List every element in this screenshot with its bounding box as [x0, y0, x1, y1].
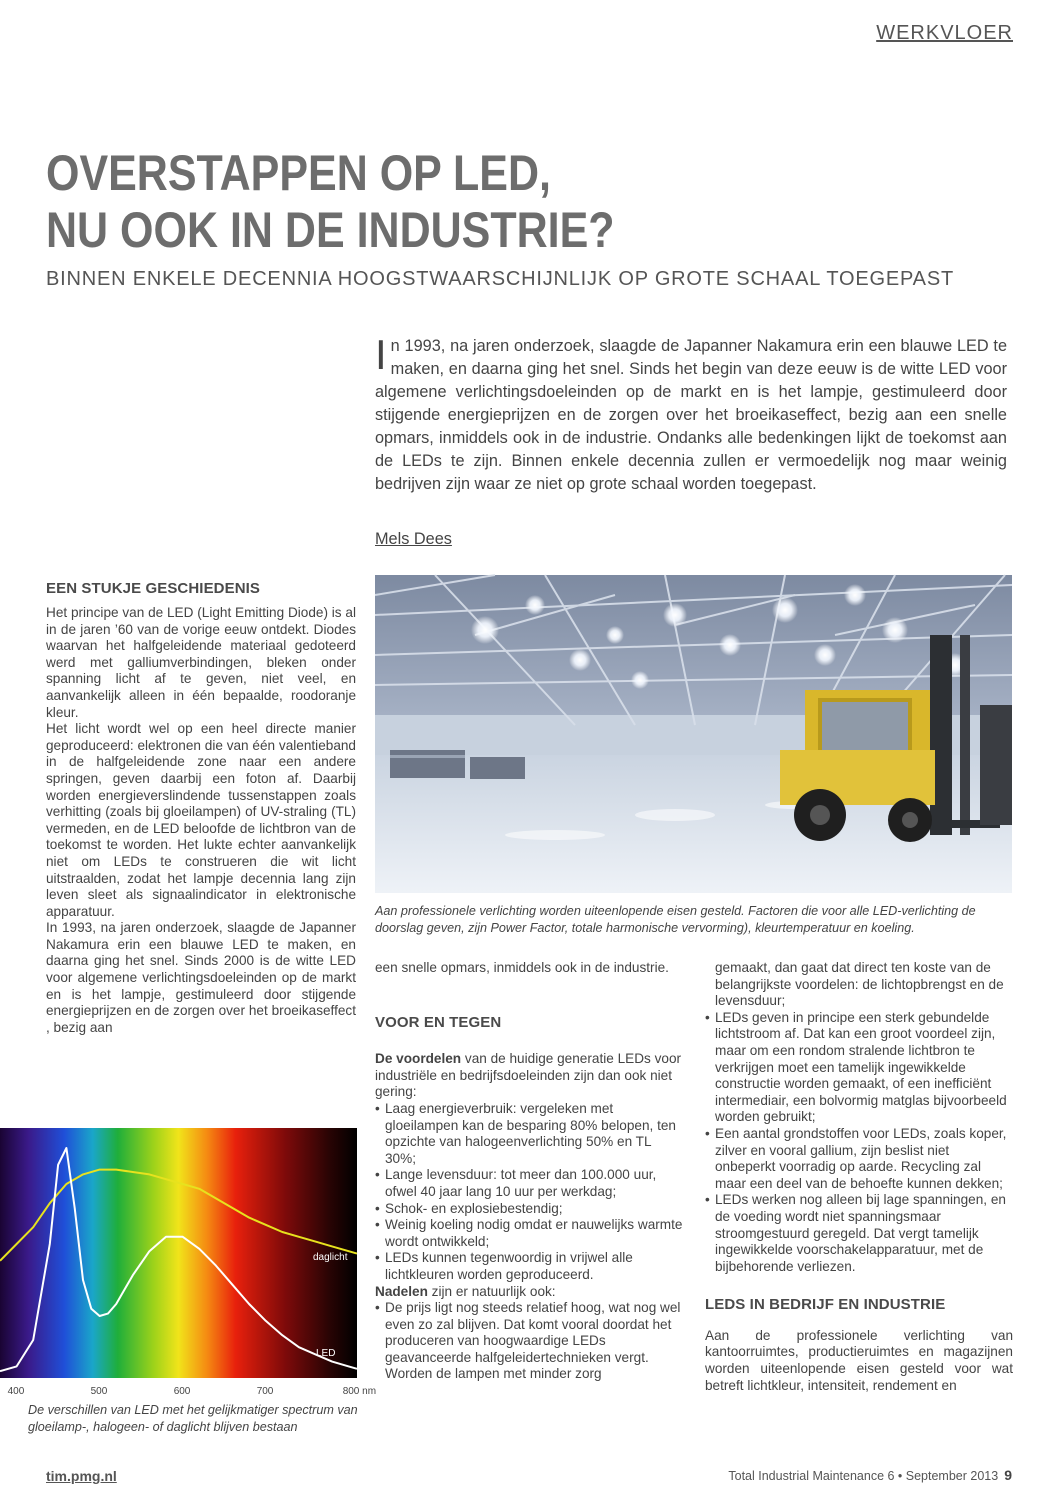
column-1 [46, 605, 356, 1036]
advantages-rest: van de huidige generatie LEDs voor industriële en bedrijfsdoeleinden zijn dan ook niet gering: [375, 1051, 682, 1100]
disadvantages-intro [375, 1284, 685, 1301]
section-label: WERKVLOER [876, 22, 1013, 44]
list-item: • Weinig koeling nodig omdat er nauwelijks warmte wordt ontwikkeld; [375, 1217, 685, 1250]
drop-cap: I [375, 331, 387, 378]
heading-voor-en-tegen: VOOR EN TEGEN [375, 1013, 502, 1031]
paragraph: Aan de professionele verlichting van kantoorruimtes, productieruimtes en magazijnen worden uiteenlopende eisen gesteld voor wat betreft lichtkleur, intensiteit, rendement en [705, 1327, 1013, 1393]
x-tick-label: 700 [256, 1386, 274, 1397]
x-tick-label: 600 [173, 1386, 191, 1397]
article-intro [375, 331, 1007, 496]
series-label-led: LED [316, 1348, 336, 1359]
page-number: 9 [1004, 1467, 1012, 1483]
list-item: • Lange levensduur: tot meer dan 100.000 uur, ofwel 40 jaar lang 10 uur per werkdag; [375, 1167, 685, 1200]
x-tick-label: 400 [7, 1386, 25, 1397]
disadvantages-lead: Nadelen [375, 1283, 428, 1299]
list-item: • Laag energieverbruik: vergeleken met gloeilampen kan de besparing 80% belopen, ten opzichte van halogeenverlichting 50% en TL 30%; [375, 1101, 685, 1167]
footer-issue-text: Total Industrial Maintenance 6 • September 2013 [728, 1469, 999, 1483]
paragraph: In 1993, na jaren onderzoek, slaagde de Japanner Nakamura erin een blauwe LED te maken, en daarna ging het snel. Sinds 2000 is de witte LED voor algemene verlichtingsdoeleinden op de markt en is het lampje, gestimuleerd door stijgende energieprijzen en de zorgen over het broeikaseffect , bezig aan [46, 920, 356, 1035]
spectrum-svg [0, 1128, 377, 1400]
disadvantages-rest: zijn er natuurlijk ook: [427, 1283, 556, 1299]
paragraph: Het licht wordt wel op een heel directe manier geproduceerd: elektronen die van één valentieband in de halfgeleidende zone naar een andere springen, geven daarbij een foton af. Daarbij worden energieverslindende tussenstappen zoals verhitting (zoals bij gloeilampen) of UV-straling (TL) vermeden, en de LED beloofde de lichtbron van de toekomst te worden. Het lukte echter aanvankelijk niet om LEDs te construeren die wit licht uitstraalden, zodat het lampje decennia lang zijn leven sleet als signaalindicator in elektronische apparatuur. [46, 721, 356, 919]
series-label-daglicht: daglicht [313, 1252, 348, 1263]
paragraph: Het principe van de LED (Light Emitting Diode) is al in de jaren ’60 van de vorige eeuw ontdekt. Diodes waarvan het halfgeleidende materiaal gedoteerd werd met galliumverbindingen, bleken onder spanning licht af te geven, niet veel, en aanvankelijk alleen in één bepaalde, roodoranje kleur. [46, 605, 356, 720]
paragraph: gemaakt, dan gaat dat direct ten koste van de belangrijkste voordelen: de lichtopbrengst en de levensduur; [715, 960, 1004, 1009]
spectrum-chart [0, 1128, 377, 1400]
disadvantages-list-cont [705, 1010, 1013, 1276]
list-item: • LEDs geven in principe een sterk gebundelde lichtstroom af. Dat kan een groot voordeel zijn, maar om een rondom stralende lichtbron te verkrijgen moet een tamelijk ingewikkelde constructie worden gemaakt, of een inefficiënt intermediair, een bolvormig matglas bijvoorbeeld worden gebruikt; [705, 1010, 1013, 1126]
advantages-intro [375, 1051, 685, 1101]
warehouse-photo [375, 575, 1012, 893]
disadvantages-list [375, 1300, 685, 1383]
spectrum-band [0, 1128, 357, 1378]
advantages-list [375, 1101, 685, 1284]
article-subtitle: BINNEN ENKELE DECENNIA HOOGSTWAARSCHIJNLIJK OP GROTE SCHAAL TOEGEPAST [46, 268, 954, 290]
title-line-2: NU OOK IN DE INDUSTRIE? [46, 202, 615, 258]
list-item: • Schok- en explosiebestendig; [375, 1201, 685, 1218]
title-line-1: OVERSTAPPEN OP LED, [46, 145, 551, 201]
list-item: • Een aantal grondstoffen voor LEDs, zoals koper, zilver en vooral gallium, zijn beslist niet onbeperkt voorradig op aarde. Recycling zal maar een deel van de behoefte kunnen dekken; [705, 1126, 1013, 1192]
footer-issue [728, 1467, 1012, 1483]
column-3 [705, 960, 1013, 1394]
x-tick-label: 800 nm [342, 1386, 377, 1397]
spectrum-caption: De verschillen van LED met het gelijkmatiger spectrum van gloeilamp-, halogeen- of daglicht blijven bestaan [28, 1403, 358, 1434]
x-tick-label: 500 [90, 1386, 108, 1397]
footer-site[interactable]: tim.pmg.nl [46, 1468, 117, 1484]
heading-leds-in-bedrijf: LEDS IN BEDRIJF EN INDUSTRIE [705, 1296, 946, 1314]
advantages-lead: De voordelen [375, 1051, 462, 1067]
paragraph: een snelle opmars, inmiddels ook in de industrie. [375, 960, 669, 975]
article-title [46, 145, 889, 259]
photo-caption: Aan professionele verlichting worden uiteenlopende eisen gesteld. Factoren die voor alle LED-verlichting de doorslag geven, zijn Power Factor, totale harmonische vervorming), kleurtemperatuur en koeling. [375, 904, 976, 935]
list-item: • LEDs kunnen tegenwoordig in vrijwel alle lichtkleuren worden geproduceerd. [375, 1250, 685, 1283]
intro-text: n 1993, na jaren onderzoek, slaagde de Japanner Nakamura erin een blauwe LED te maken, en daarna ging het snel. Sinds het begin van deze eeuw is de witte LED voor algemene verlichtingsdoeleinden op de markt en is het lampje, gestimuleerd door stijgende energieprijzen en de zorgen over het broeikaseffect, bezig aan een snelle opmars, inmiddels ook in de industrie. Ondanks alle bedenkingen lijkt de toekomst aan de LEDs te zijn. Binnen enkele decennia zullen er vermoedelijk nog maar weinig bedrijven zijn waar ze niet op grote schaal worden toegepast. [375, 337, 1007, 493]
list-item: • LEDs werken nog alleen bij lage spanningen, en de voeding wordt niet spanningsmaar stroomgestuurd geregeld. Dat vergt tamelijk ingewikkelde voorschakelapparatuur, met de bijbehorende verliezen. [705, 1192, 1013, 1275]
heading-geschiedenis: EEN STUKJE GESCHIEDENIS [46, 580, 261, 597]
author-byline: Mels Dees [375, 530, 452, 548]
column-2 [375, 960, 685, 1383]
list-item: • De prijs ligt nog steeds relatief hoog, wat nog wel even zo zal blijven. Dat komt vooral doordat het produceren van hoogwaardige LEDs geavanceerde halfgeleidertechnieken vergt. Worden de lampen met minder zorg [375, 1300, 685, 1383]
